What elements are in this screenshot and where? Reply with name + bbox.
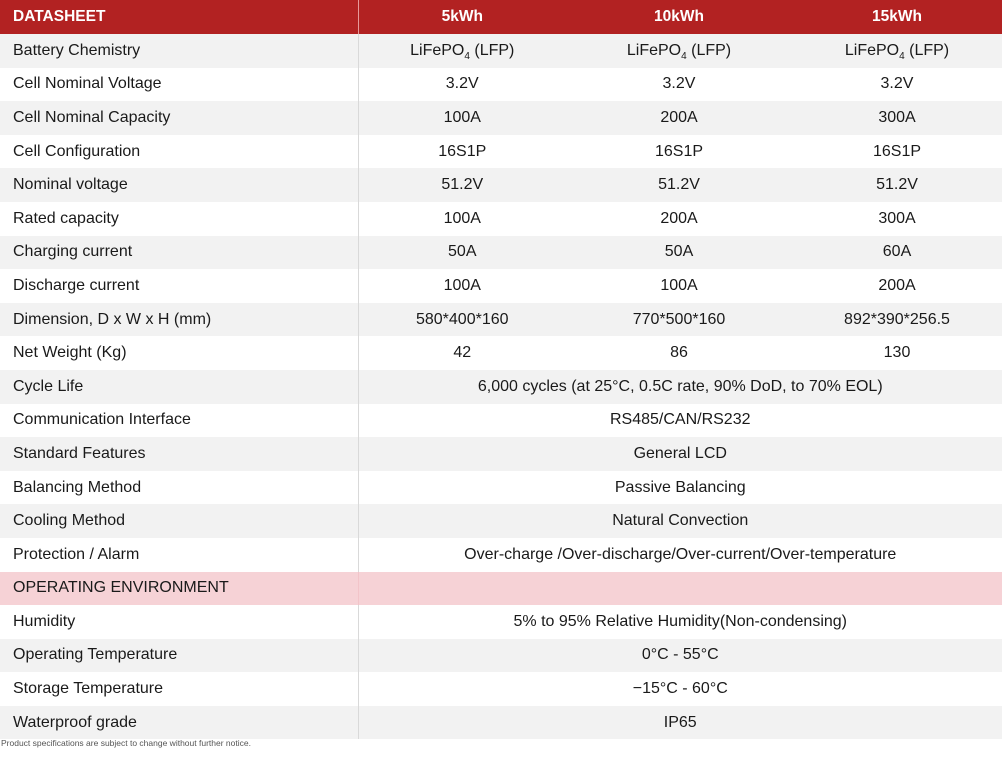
table-row (0, 538, 1002, 572)
table-row (0, 370, 1002, 404)
shared-value-cell: 0°C - 55°C (358, 639, 1002, 673)
value-cell: 50A (358, 236, 566, 270)
header-model-5kwh: 5kWh (358, 0, 566, 34)
row-label: Cell Nominal Capacity (0, 101, 358, 135)
chemistry-suffix: (LFP) (469, 41, 515, 59)
table-row (0, 135, 1002, 169)
shared-value-cell: −15°C - 60°C (358, 672, 1002, 706)
row-label: Waterproof grade (0, 706, 358, 740)
value-cell: 16S1P (792, 135, 1002, 169)
chemistry-subscript: 4 (681, 50, 687, 62)
chemistry-base: LiFePO (410, 41, 465, 59)
row-label: Rated capacity (0, 202, 358, 236)
table-row (0, 101, 1002, 135)
table-row (0, 168, 1002, 202)
chemistry-cell (566, 34, 792, 68)
table-row (0, 672, 1002, 706)
chemistry-subscript: 4 (899, 50, 905, 62)
value-cell: 100A (358, 269, 566, 303)
row-label: Cooling Method (0, 504, 358, 538)
table-row (0, 202, 1002, 236)
table-row (0, 336, 1002, 370)
value-cell: 60A (792, 236, 1002, 270)
table-row (0, 437, 1002, 471)
row-label: Discharge current (0, 269, 358, 303)
table-row (0, 471, 1002, 505)
value-cell: 3.2V (358, 68, 566, 102)
row-label: Cycle Life (0, 370, 358, 404)
table-row (0, 504, 1002, 538)
row-label: Balancing Method (0, 471, 358, 505)
value-cell: 51.2V (358, 168, 566, 202)
table-row (0, 269, 1002, 303)
value-cell: 300A (792, 101, 1002, 135)
table-row (0, 404, 1002, 438)
table-row (0, 236, 1002, 270)
shared-value-cell: General LCD (358, 437, 1002, 471)
row-label: Standard Features (0, 437, 358, 471)
section-header-row (0, 572, 1002, 606)
header-model-15kwh: 15kWh (792, 0, 1002, 34)
value-cell: 50A (566, 236, 792, 270)
value-cell: 200A (566, 101, 792, 135)
value-cell: 200A (566, 202, 792, 236)
value-cell: 892*390*256.5 (792, 303, 1002, 337)
header-model-10kwh: 10kWh (566, 0, 792, 34)
row-label: Dimension, D x W x H (mm) (0, 303, 358, 337)
row-label: Communication Interface (0, 404, 358, 438)
value-cell: 3.2V (792, 68, 1002, 102)
value-cell: 580*400*160 (358, 303, 566, 337)
section-fill (358, 572, 1002, 606)
value-cell: 51.2V (566, 168, 792, 202)
chemistry-base: LiFePO (626, 41, 682, 59)
row-label: Charging current (0, 236, 358, 270)
value-cell: 300A (792, 202, 1002, 236)
section-title: OPERATING ENVIRONMENT (0, 572, 358, 606)
shared-value-cell: RS485/CAN/RS232 (358, 404, 1002, 438)
value-cell: 42 (358, 336, 566, 370)
value-cell: 770*500*160 (566, 303, 792, 337)
row-label: Net Weight (Kg) (0, 336, 358, 370)
row-label: Humidity (0, 605, 358, 639)
row-label: Storage Temperature (0, 672, 358, 706)
row-label: Operating Temperature (0, 639, 358, 673)
shared-value-cell: IP65 (358, 706, 1002, 740)
shared-value-cell: 5% to 95% Relative Humidity(Non-condensing) (358, 605, 1002, 639)
footnote: Product specifications are subject to change without further notice. (1, 738, 251, 748)
chemistry-suffix: (LFP) (686, 41, 732, 59)
row-label: Battery Chemistry (0, 34, 358, 68)
table-row (0, 706, 1002, 740)
table-row (0, 639, 1002, 673)
value-cell: 200A (792, 269, 1002, 303)
chemistry-suffix: (LFP) (904, 41, 950, 59)
value-cell: 86 (566, 336, 792, 370)
table-row (0, 605, 1002, 639)
chemistry-cell (358, 34, 566, 68)
row-label: Protection / Alarm (0, 538, 358, 572)
value-cell: 100A (358, 202, 566, 236)
value-cell: 16S1P (566, 135, 792, 169)
value-cell: 100A (358, 101, 566, 135)
shared-value-cell: 6,000 cycles (at 25°C, 0.5C rate, 90% DoD, to 70% EOL) (358, 370, 1002, 404)
table-row (0, 68, 1002, 102)
table-row (0, 303, 1002, 337)
chemistry-cell (792, 34, 1002, 68)
value-cell: 51.2V (792, 168, 1002, 202)
row-label: Cell Nominal Voltage (0, 68, 358, 102)
value-cell: 3.2V (566, 68, 792, 102)
table-row (0, 34, 1002, 68)
shared-value-cell: Passive Balancing (358, 471, 1002, 505)
table-header-row (0, 0, 1002, 34)
shared-value-cell: Over-charge /Over-discharge/Over-current/Over-temperature (358, 538, 1002, 572)
chemistry-base: LiFePO (844, 41, 900, 59)
header-label: DATASHEET (0, 0, 358, 34)
row-label: Cell Configuration (0, 135, 358, 169)
shared-value-cell: Natural Convection (358, 504, 1002, 538)
value-cell: 16S1P (358, 135, 566, 169)
value-cell: 100A (566, 269, 792, 303)
value-cell: 130 (792, 336, 1002, 370)
row-label: Nominal voltage (0, 168, 358, 202)
chemistry-subscript: 4 (464, 50, 470, 62)
